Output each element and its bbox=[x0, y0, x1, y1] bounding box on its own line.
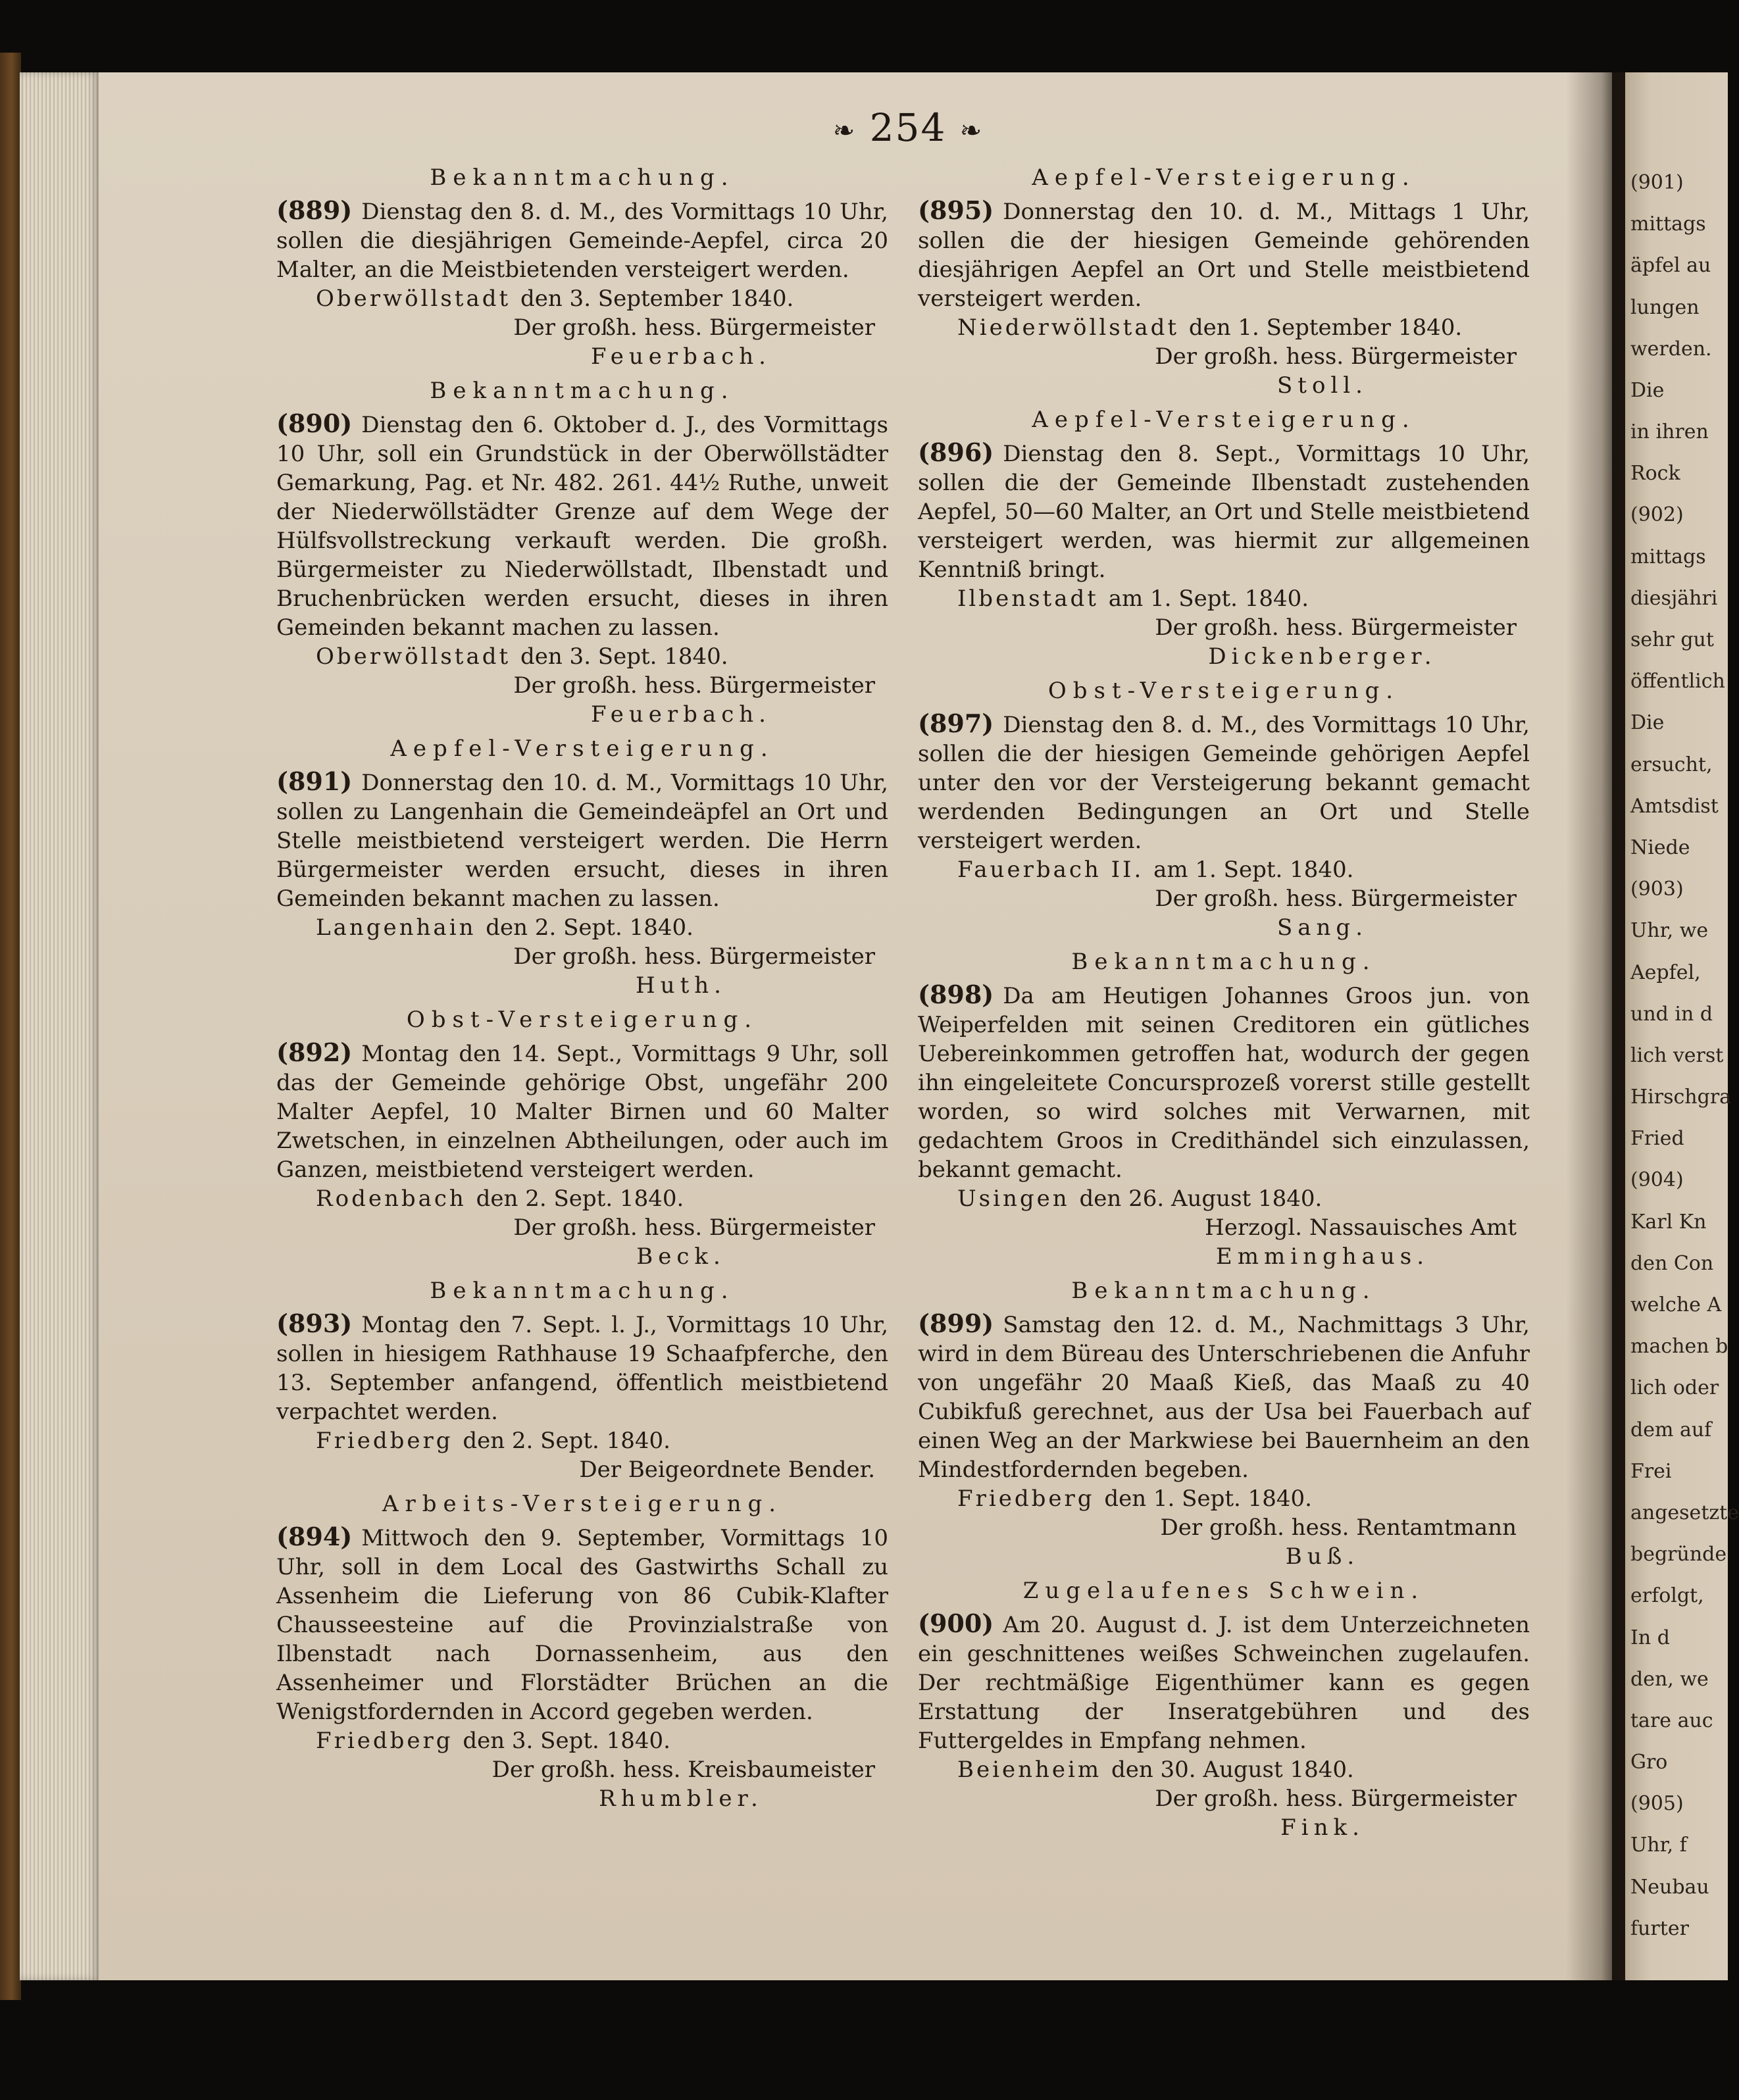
facing-page-text: den Con bbox=[1630, 1251, 1714, 1275]
notice-place-date bbox=[276, 1726, 888, 1755]
notice-place-date bbox=[276, 642, 888, 671]
facing-page-text: In d bbox=[1630, 1626, 1670, 1649]
notice-text: Am 20. August d. J. ist dem Unterzeichneten ein geschnittenes weißes Schweinchen zugelaufen. Der rechtmäßige Eigenthümer kann es gegen Erstattung der Inseratgebühren und des Futtergeldes in Empfang nehmen. bbox=[918, 1612, 1530, 1754]
notice-signer: Huth. bbox=[636, 972, 726, 999]
notice-signer: Dickenberger. bbox=[1208, 643, 1437, 670]
facing-page-text: (902) bbox=[1630, 503, 1684, 527]
notice-body bbox=[918, 196, 1530, 313]
facing-page-text: Die bbox=[1630, 711, 1665, 735]
facing-page-text: mittags bbox=[1630, 213, 1706, 236]
notice-title: Aepfel-Versteigerung. bbox=[390, 736, 774, 762]
facing-page-text: den, we bbox=[1630, 1667, 1709, 1691]
notice-signer: Fink. bbox=[1280, 1814, 1365, 1841]
notice-body bbox=[276, 409, 888, 642]
left-column bbox=[276, 164, 888, 1820]
notice-title: Aepfel-Versteigerung. bbox=[1032, 164, 1416, 191]
notice-title: Bekanntmachung. bbox=[1071, 1278, 1376, 1304]
notice-number: (896) bbox=[918, 438, 994, 467]
facing-page-text: Uhr, f bbox=[1630, 1834, 1687, 1857]
notice-place-date bbox=[918, 1484, 1530, 1513]
notice-place-date bbox=[276, 284, 888, 313]
notice-title: Obst-Versteigerung. bbox=[406, 1007, 759, 1033]
notice-date: den 2. Sept. 1840. bbox=[486, 914, 693, 941]
notice-place-date bbox=[918, 313, 1530, 342]
notice-signature: Der großh. hess. Bürgermeister bbox=[1155, 1786, 1517, 1812]
notice-signer: Buß. bbox=[1285, 1543, 1360, 1570]
notice-date: den 2. Sept. 1840. bbox=[476, 1186, 684, 1212]
notice-title: Obst-Versteigerung. bbox=[1047, 678, 1400, 704]
notice-signer: Rhumbler. bbox=[599, 1786, 763, 1812]
notice-place: Friedberg bbox=[316, 1728, 453, 1754]
notice bbox=[918, 407, 1530, 671]
facing-page-text: Hirschgra bbox=[1630, 1086, 1732, 1109]
notice-body bbox=[918, 438, 1530, 584]
notice-signature: Herzogl. Nassauisches Amt bbox=[1205, 1214, 1517, 1241]
notice-place-date bbox=[276, 913, 888, 942]
notice bbox=[276, 1278, 888, 1484]
notice-signature: Der großh. hess. Kreisbaumeister bbox=[491, 1757, 875, 1783]
facing-page-text: angesetzte bbox=[1630, 1501, 1739, 1524]
notice-body bbox=[918, 1309, 1530, 1484]
notice-body bbox=[276, 1038, 888, 1184]
notice-number: (898) bbox=[918, 980, 994, 1009]
facing-page-text: mittags bbox=[1630, 545, 1706, 568]
notice-text: Dienstag den 8. d. M., des Vormittags 10 Uhr, sollen die diesjährigen Gemeinde-Aepfel, circa 20 Malter, an die Meistbietenden versteigert werden. bbox=[276, 199, 888, 283]
notice-text: Donnerstag den 10. d. M., Mittags 1 Uhr, sollen die der hiesigen Gemeinde gehörenden diesjährigen Aepfel an Ort und Stelle meistbietend versteigert werden. bbox=[918, 199, 1530, 312]
notice-text: Samstag den 12. d. M., Nachmittags 3 Uhr, wird in dem Büreau des Unterschriebenen die Anfuhr von ungefähr 20 Maaß Kieß, das Maaß zu 40 Cubikfuß gerechnet, aus der Usa bei Fauerbach auf einen Weg an der Markwiese bei Bauernheim an den Mindestfordernden begeben. bbox=[918, 1312, 1530, 1483]
notice-date: den 1. September 1840. bbox=[1188, 314, 1463, 341]
facing-page-text: lich oder bbox=[1630, 1376, 1719, 1400]
notice-place-date bbox=[276, 1184, 888, 1213]
facing-page-text: werden. bbox=[1630, 337, 1712, 361]
notice-date: am 1. Sept. 1840. bbox=[1153, 857, 1354, 883]
notice-date: den 2. Sept. 1840. bbox=[463, 1428, 670, 1454]
notice bbox=[276, 736, 888, 1000]
notice-place: Oberwöllstadt bbox=[316, 643, 511, 670]
facing-page-text: welche A bbox=[1630, 1293, 1722, 1317]
notice-signature: Der großh. hess. Bürgermeister bbox=[1155, 343, 1517, 370]
notice-title: Bekanntmachung. bbox=[430, 378, 735, 404]
notice-number: (899) bbox=[918, 1309, 994, 1338]
notice-number: (892) bbox=[276, 1038, 353, 1067]
notice-title: Bekanntmachung. bbox=[430, 1278, 735, 1304]
facing-page-text: Karl Kn bbox=[1630, 1210, 1707, 1234]
notice-signature: Der Beigeordnete Bender. bbox=[579, 1457, 875, 1483]
notice-text: Montag den 7. Sept. l. J., Vormittags 10 Uhr, sollen in hiesigem Rathhause 19 Schaafpferche, den 13. September anfangend, öffentlich meistbietend verpachtet werden. bbox=[276, 1312, 888, 1425]
ornament-icon: ❧ bbox=[832, 115, 857, 146]
facing-page-text: Gro bbox=[1630, 1751, 1668, 1774]
notice-place-date bbox=[918, 1755, 1530, 1784]
notice-number: (890) bbox=[276, 409, 353, 438]
facing-page-text: (901) bbox=[1630, 171, 1684, 194]
notice bbox=[918, 949, 1530, 1271]
notice-title: Bekanntmachung. bbox=[430, 164, 735, 191]
notice-number: (889) bbox=[276, 195, 353, 225]
notice-signer: Feuerbach. bbox=[591, 701, 771, 728]
facing-page-text: (903) bbox=[1630, 878, 1684, 901]
notice-date: den 26. August 1840. bbox=[1079, 1186, 1323, 1212]
notice-text: Mittwoch den 9. September, Vormittags 10 Uhr, soll in dem Local des Gastwirths Schall zu Assenheim die Lieferung von 86 Cubik-Klafter Chausseesteine auf die Provinzialstraße von Ilbenstadt nach Dornassenheim, aus den Assenheimer und Florstädter Brüchen an die Wenigstfordernden in Accord gegeben werden. bbox=[276, 1525, 888, 1725]
notice-number: (895) bbox=[918, 195, 994, 225]
notice-body bbox=[918, 1609, 1530, 1755]
facing-page-text: Neubau bbox=[1630, 1875, 1709, 1899]
notice-place-date bbox=[918, 584, 1530, 613]
facing-page-fragment bbox=[1625, 72, 1739, 1980]
notice-signer: Feuerbach. bbox=[591, 343, 771, 370]
notice-place-date bbox=[276, 1426, 888, 1455]
notice-text: Dienstag den 8. Sept., Vormittags 10 Uhr, sollen die der Gemeinde Ilbenstadt zustehenden Aepfel, 50—60 Malter, an Ort und Stelle meistbietend versteigert werden, was hiermit zur allgemeinen Kenntniß bringt. bbox=[918, 441, 1530, 583]
facing-page-text: Die bbox=[1630, 378, 1665, 402]
facing-page-text: (904) bbox=[1630, 1168, 1684, 1192]
notice-number: (894) bbox=[276, 1522, 353, 1551]
facing-page-text: äpfel au bbox=[1630, 254, 1711, 278]
notice-body bbox=[276, 1522, 888, 1726]
notice bbox=[276, 1007, 888, 1271]
notice-place: Rodenbach bbox=[316, 1186, 466, 1212]
notice-place-date bbox=[918, 855, 1530, 884]
notice-place: Langenhain bbox=[316, 914, 476, 941]
notice bbox=[276, 1491, 888, 1813]
facing-page-text: in ihren bbox=[1630, 420, 1709, 444]
notice-signature: Der großh. hess. Bürgermeister bbox=[513, 314, 875, 341]
facing-page-text: Frei bbox=[1630, 1459, 1672, 1483]
facing-page-text: ersucht, bbox=[1630, 753, 1713, 776]
notice-date: den 30. August 1840. bbox=[1111, 1757, 1354, 1783]
page-header bbox=[796, 105, 1020, 150]
facing-page-text: lich verst bbox=[1630, 1043, 1724, 1067]
notice bbox=[276, 164, 888, 371]
facing-page-text: öffentlich bbox=[1630, 670, 1725, 693]
notice-number: (891) bbox=[276, 766, 353, 796]
notice bbox=[276, 378, 888, 729]
notice-place: Oberwöllstadt bbox=[316, 286, 511, 312]
notice-place: Usingen bbox=[957, 1186, 1070, 1212]
notice-body bbox=[276, 1309, 888, 1426]
notice-number: (893) bbox=[276, 1309, 353, 1338]
notice-signature: Der großh. hess. Rentamtmann bbox=[1160, 1514, 1517, 1541]
notice-title: Bekanntmachung. bbox=[1071, 949, 1376, 975]
notice-signature: Der großh. hess. Bürgermeister bbox=[1155, 614, 1517, 641]
notice-signer: Sang. bbox=[1276, 914, 1369, 941]
facing-page-text: Fried bbox=[1630, 1127, 1684, 1151]
notice-place-date bbox=[918, 1184, 1530, 1213]
facing-page-text: machen b bbox=[1630, 1335, 1728, 1359]
notice-text: Dienstag den 6. Oktober d. J., des Vormittags 10 Uhr, soll ein Grundstück in der Oberwöllstädter Gemarkung, Pag. et Nr. 482. 261. 44½ Ruthe, unweit der Niederwöllstädter Grenze auf dem Wege der Hülfsvollstreckung verkauft werden. Die großh. Bürgermeister zu Niederwöllstadt, Ilbenstadt und Bruchenbrücken werden ersucht, dieses in ihren Gemeinden bekannt machen zu lassen. bbox=[276, 412, 888, 641]
notice-place: Friedberg bbox=[957, 1486, 1095, 1512]
notice-place: Fauerbach II. bbox=[957, 857, 1144, 883]
notice-body bbox=[918, 709, 1530, 855]
notice-title: Arbeits-Versteigerung. bbox=[382, 1491, 783, 1517]
facing-page-text: begründe bbox=[1630, 1543, 1727, 1566]
notice-date: den 3. September 1840. bbox=[520, 286, 794, 312]
facing-page-text: Amtsdist bbox=[1630, 794, 1719, 818]
notice bbox=[918, 1578, 1530, 1842]
notice-place: Beienheim bbox=[957, 1757, 1102, 1783]
notice-text: Montag den 14. Sept., Vormittags 9 Uhr, soll das der Gemeinde gehörige Obst, ungefähr 200 Malter Aepfel, 10 Malter Birnen und 60 Malter Zwetschen, in einzelnen Abtheilungen, oder auch im Ganzen, meistbietend versteigert werden. bbox=[276, 1041, 888, 1183]
notice-date: den 3. Sept. 1840. bbox=[463, 1728, 670, 1754]
notice-signature: Der großh. hess. Bürgermeister bbox=[1155, 886, 1517, 912]
notice-body bbox=[918, 980, 1530, 1184]
facing-page-text: Aepfel, bbox=[1630, 961, 1701, 984]
notice-number: (900) bbox=[918, 1609, 994, 1638]
notice-signature: Der großh. hess. Bürgermeister bbox=[513, 672, 875, 699]
notice-signature: Der großh. hess. Bürgermeister bbox=[513, 1214, 875, 1241]
notice bbox=[918, 678, 1530, 942]
facing-page-text: sehr gut bbox=[1630, 628, 1714, 652]
facing-page-text: Rock bbox=[1630, 462, 1680, 486]
page-edges bbox=[20, 72, 99, 1980]
facing-page-text: Niede bbox=[1630, 836, 1690, 859]
notice-text: Da am Heutigen Johannes Groos jun. von Weiperfelden mit seinen Creditoren ein gütliches Uebereinkommen getroffen hat, wodurch der gegen ihn eingeleitete Concursprozeß vorerst stille gestellt worden, so wird solches mit Verwarnen, mit gedachtem Groos in Credithändel sich einzulassen, bekannt gemacht. bbox=[918, 983, 1530, 1183]
notice-place: Ilbenstadt bbox=[957, 586, 1099, 612]
notice-place: Niederwöllstadt bbox=[957, 314, 1180, 341]
facing-page-text: diesjähri bbox=[1630, 586, 1718, 610]
notice-text: Donnerstag den 10. d. M., Vormittags 10 Uhr, sollen zu Langenhain die Gemeindeäpfel an Ort und Stelle meistbietend versteigert werden. Die Herrn Bürgermeister werden ersucht, dieses in ihren Gemeinden bekannt machen zu lassen. bbox=[276, 770, 888, 912]
notice-number: (897) bbox=[918, 709, 994, 738]
notice-body bbox=[276, 196, 888, 284]
book-gutter bbox=[1566, 72, 1625, 1980]
facing-page-text: furter bbox=[1630, 1916, 1689, 1940]
notice-text: Dienstag den 8. d. M., des Vormittags 10 Uhr, sollen die der hiesigen Gemeinde gehörigen Aepfel unter den vor der Versteigerung bekannt gemacht werdenden Bedingungen an Ort und Stelle versteigert werden. bbox=[918, 712, 1530, 854]
notice-place: Friedberg bbox=[316, 1428, 453, 1454]
notice-signer: Stoll. bbox=[1277, 372, 1368, 399]
facing-page-text: (905) bbox=[1630, 1792, 1684, 1816]
notice-title: Zugelaufenes Schwein. bbox=[1022, 1578, 1425, 1604]
notice-signer: Beck. bbox=[636, 1243, 726, 1270]
page-number: 254 bbox=[869, 105, 947, 150]
notice-date: am 1. Sept. 1840. bbox=[1108, 586, 1309, 612]
notice bbox=[918, 164, 1530, 400]
notice-body bbox=[276, 767, 888, 913]
notice-title: Aepfel-Versteigerung. bbox=[1032, 407, 1416, 433]
notice-date: den 3. Sept. 1840. bbox=[520, 643, 728, 670]
book-cover-edge bbox=[0, 53, 21, 2000]
notice-signer: Emminghaus. bbox=[1215, 1243, 1430, 1270]
facing-page-text: Uhr, we bbox=[1630, 919, 1709, 943]
notice-date: den 1. Sept. 1840. bbox=[1104, 1486, 1312, 1512]
facing-page-text: dem auf bbox=[1630, 1418, 1712, 1441]
facing-page-text: und in d bbox=[1630, 1002, 1713, 1026]
ornament-icon: ❧ bbox=[959, 115, 984, 146]
facing-page-text: lungen bbox=[1630, 295, 1700, 319]
facing-page-text: tare auc bbox=[1630, 1709, 1713, 1732]
right-column bbox=[918, 164, 1530, 1849]
notice bbox=[918, 1278, 1530, 1571]
notice-signature: Der großh. hess. Bürgermeister bbox=[513, 943, 875, 970]
facing-page-text: erfolgt, bbox=[1630, 1584, 1704, 1608]
